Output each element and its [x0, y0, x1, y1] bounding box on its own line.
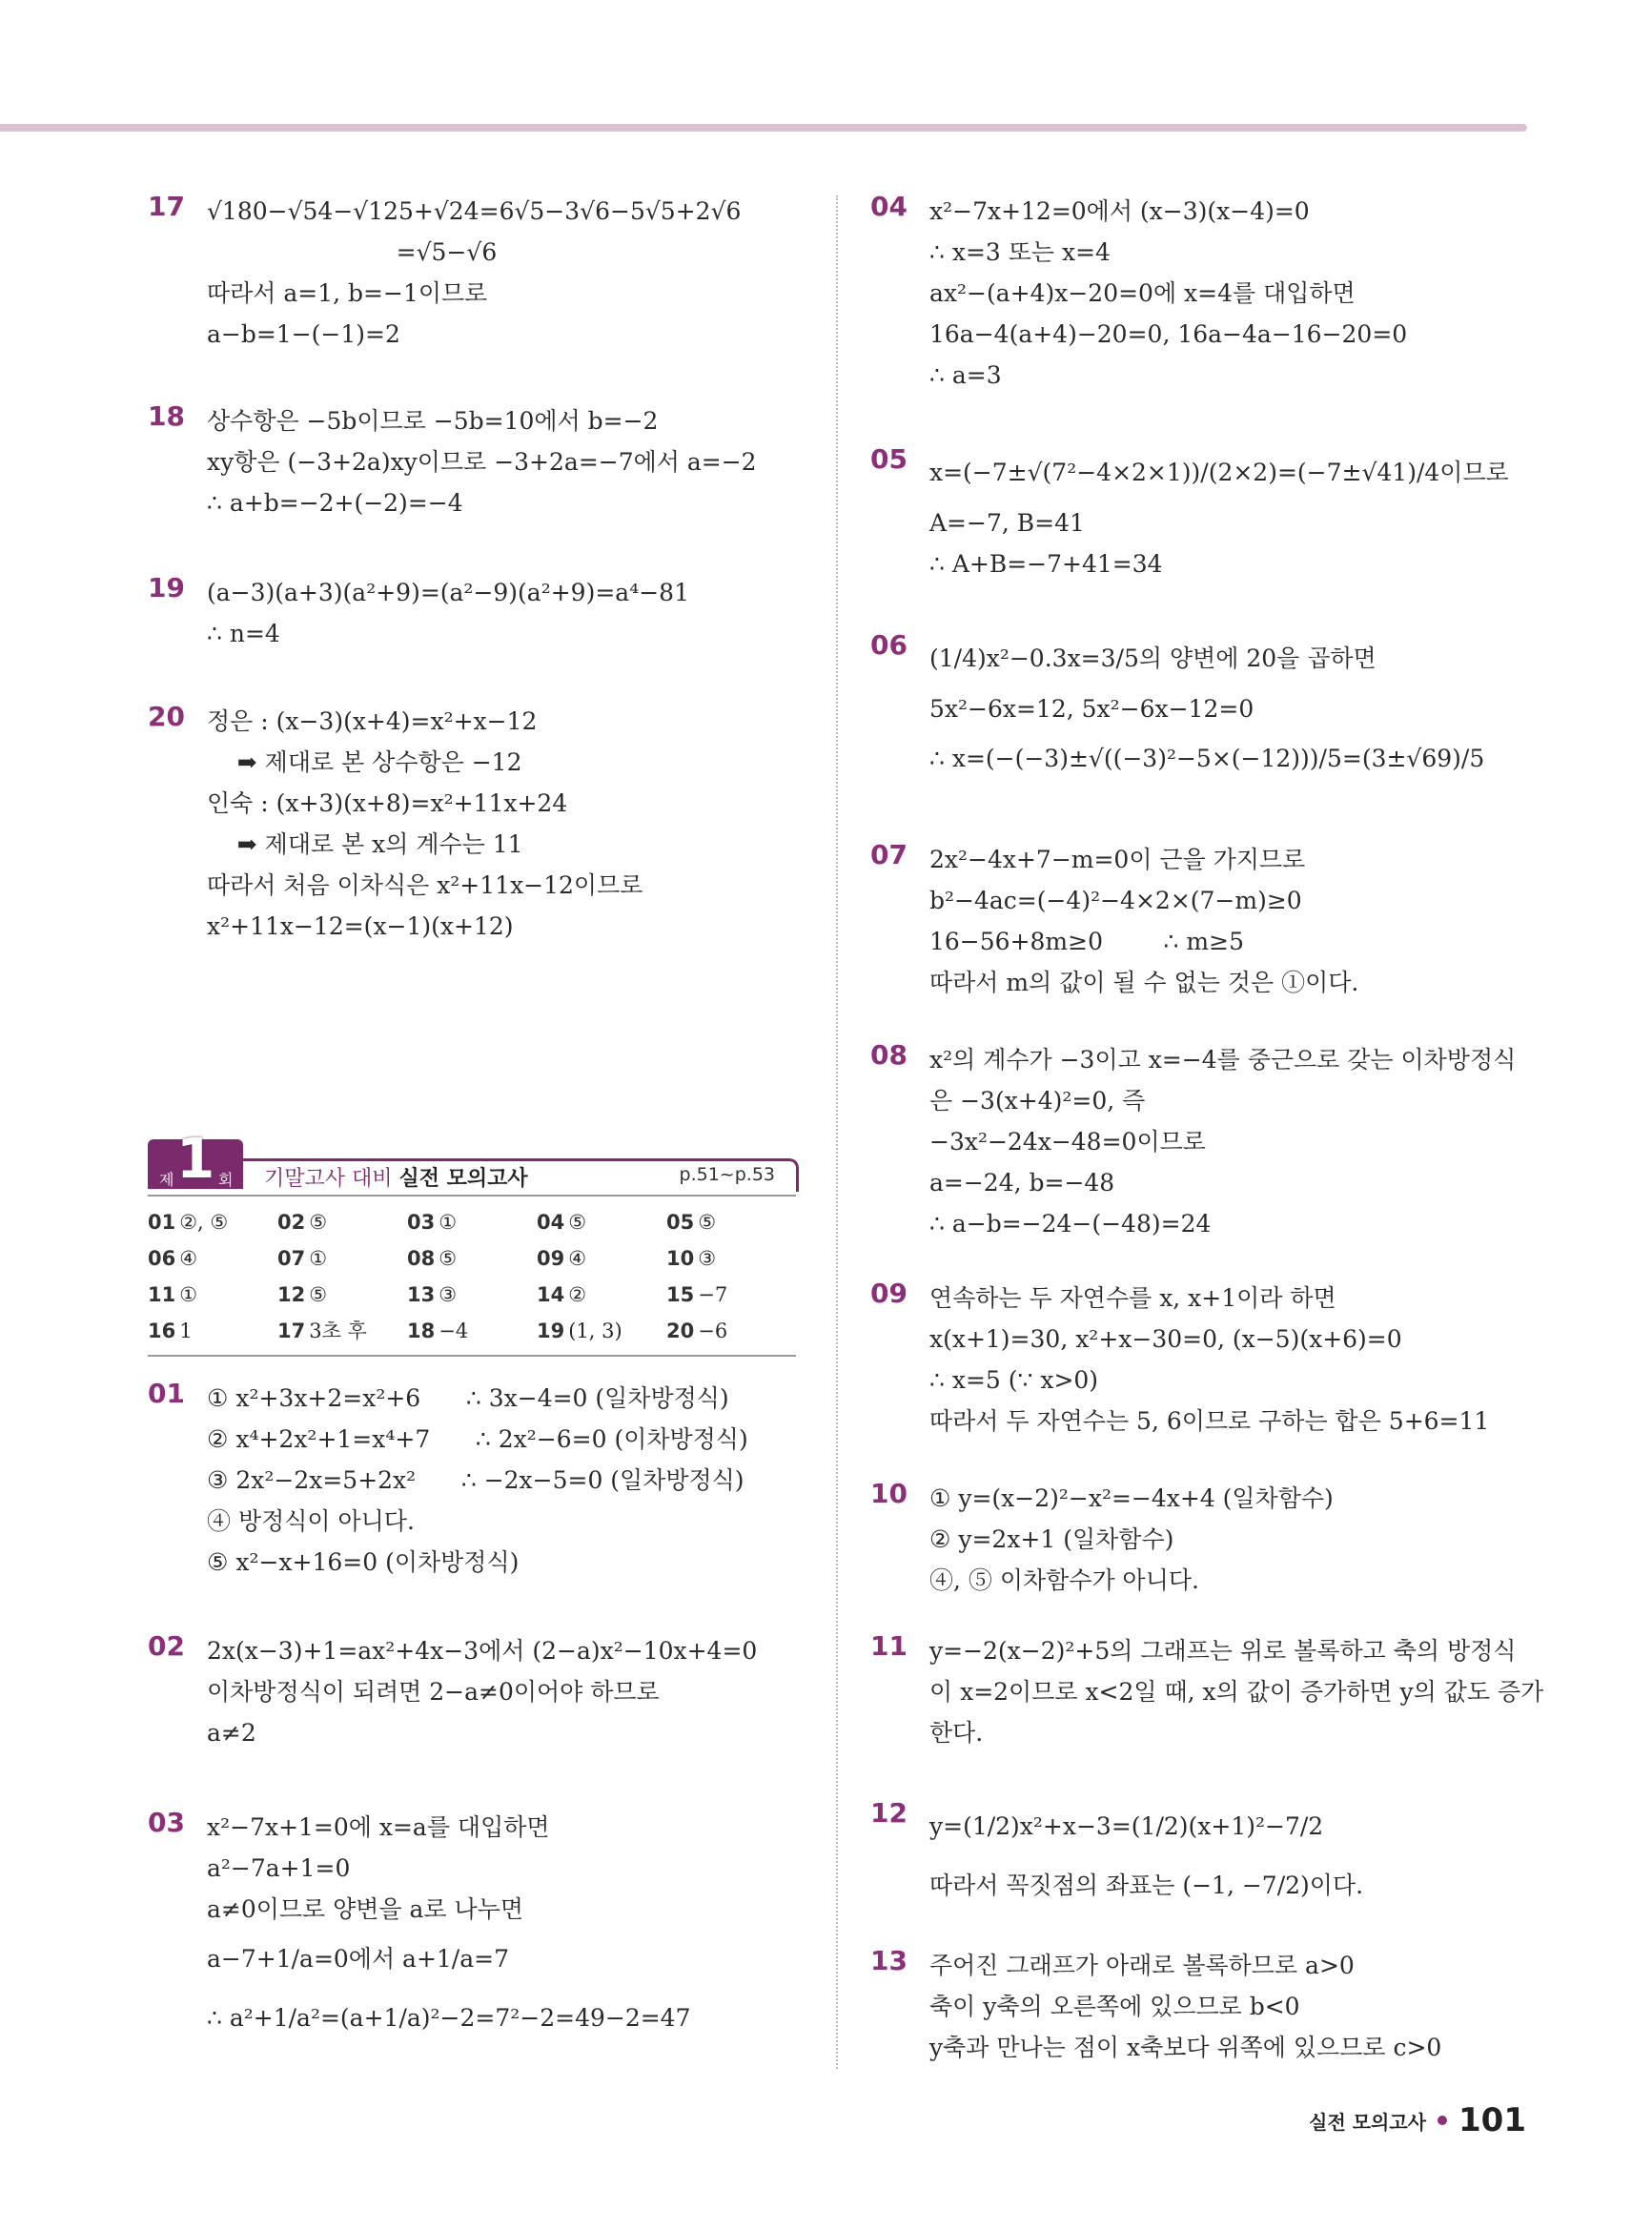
- answer-value: 1: [179, 1320, 193, 1342]
- solution-line: ① x²+3x+2=x²+6 ∴ 3x−4=0 (일차방정식): [207, 1384, 729, 1412]
- answer-number: 14: [537, 1283, 565, 1306]
- problem-number: 01: [148, 1378, 185, 1409]
- answer-cell: [277, 1313, 407, 1349]
- solution-lines: [207, 572, 796, 654]
- round-badge: [148, 1126, 243, 1191]
- answer-number: 06: [148, 1247, 176, 1270]
- solution-lines: [207, 1630, 796, 1753]
- solution-line: ② y=2x+1 (일차함수): [929, 1525, 1174, 1553]
- solution-line: a≠0이므로 양변을 a로 나누면: [207, 1895, 524, 1923]
- solution-lines: [929, 191, 1528, 396]
- footer-label: 실전 모의고사: [1309, 2110, 1427, 2134]
- solution-line: (1/4)x²−0.3x=3/5의 양변에 20을 곱하면: [929, 644, 1377, 672]
- title-prefix: 기말고사 대비: [264, 1167, 393, 1191]
- answer-value: ④: [179, 1247, 198, 1270]
- solution-line: −3x²−24x−48=0이므로: [929, 1128, 1206, 1156]
- solution-line: ∴ a²+1/a²=(a+1/a)²−2=7²−2=49−2=47: [207, 2004, 691, 2032]
- answer-number: 09: [537, 1247, 565, 1270]
- problem-number: 07: [870, 839, 908, 870]
- problem-number: 12: [870, 1797, 908, 1829]
- top-rule: [0, 124, 1527, 132]
- solution-lines: [207, 1378, 796, 1583]
- solution-line: x(x+1)=30, x²+x−30=0, (x−5)(x+6)=0: [929, 1325, 1402, 1353]
- answer-cell: [277, 1204, 407, 1240]
- solution-line: x=(−7±√(7²−4×2×1))/(2×2)=(−7±√41)/4이므로: [929, 459, 1509, 486]
- answer-cell: [277, 1240, 407, 1277]
- solution-lines: [207, 191, 796, 355]
- problem-number: 08: [870, 1039, 908, 1071]
- answer-key: [148, 1126, 796, 1359]
- problem-number: 03: [148, 1807, 185, 1838]
- solution-lines: [929, 1278, 1528, 1442]
- answer-cell: [666, 1277, 796, 1313]
- problem-number: 17: [148, 191, 185, 222]
- answer-value: ①: [438, 1211, 458, 1234]
- solution-line: √180−√54−√125+√24=6√5−3√6−5√5+2√6: [207, 197, 742, 225]
- problem-number: 10: [870, 1478, 908, 1509]
- solution-line: 5x²−6x=12, 5x²−6x−12=0: [929, 695, 1254, 723]
- answer-cell: [666, 1240, 796, 1277]
- solution-line: a²−7a+1=0: [207, 1854, 351, 1882]
- problem-number: 02: [148, 1630, 185, 1662]
- solution-lines: [929, 1797, 1528, 1915]
- solution-line: 한다.: [929, 1719, 984, 1747]
- solution-line: x²의 계수가 −3이고 x=−4를 중근으로 갖는 이차방정식: [929, 1046, 1517, 1074]
- answer-number: 03: [407, 1211, 436, 1234]
- solution-line: 2x(x−3)+1=ax²+4x−3에서 (2−a)x²−10x+4=0: [207, 1637, 758, 1665]
- answer-number: 20: [666, 1320, 695, 1342]
- answer-value: ⑤: [309, 1211, 328, 1234]
- solution-line: ∴ n=4: [207, 620, 280, 647]
- solution-line: a−b=1−(−1)=2: [207, 320, 400, 348]
- solution-line: y=−2(x−2)²+5의 그래프는 위로 볼록하고 축의 방정식: [929, 1637, 1517, 1665]
- solution-line: 은 −3(x+4)²=0, 즉: [929, 1087, 1146, 1115]
- answer-number: 15: [666, 1283, 695, 1306]
- answer-cell: [407, 1313, 537, 1349]
- solution-line: (a−3)(a+3)(a²+9)=(a²−9)(a²+9)=a⁴−81: [207, 579, 689, 606]
- answer-row: [148, 1240, 796, 1277]
- solution-line: ∴ x=3 또는 x=4: [929, 238, 1111, 266]
- solution-line: b²−4ac=(−4)²−4×2×(7−m)≥0: [929, 887, 1302, 914]
- answer-value: −7: [698, 1283, 728, 1306]
- answer-cell: [277, 1277, 407, 1313]
- solution-lines: [929, 1478, 1528, 1601]
- answer-number: 01: [148, 1211, 176, 1234]
- solution-line: 따라서 m의 값이 될 수 없는 것은 ①이다.: [929, 969, 1359, 996]
- answer-key-header: [148, 1126, 796, 1191]
- page-range: p.51~p.53: [679, 1164, 775, 1185]
- solution-line: 16−56+8m≥0 ∴ m≥5: [929, 928, 1244, 955]
- solution-lines: [207, 400, 796, 523]
- answer-number: 05: [666, 1211, 695, 1234]
- solution-line: ax²−(a+4)x−20=0에 x=4를 대입하면: [929, 279, 1356, 307]
- answer-number: 10: [666, 1247, 695, 1270]
- solution-line: ∴ a−b=−24−(−48)=24: [929, 1210, 1212, 1238]
- solution-lines: [207, 1807, 796, 2048]
- solution-line: ∴ a+b=−2+(−2)=−4: [207, 489, 463, 517]
- answer-cell: [537, 1313, 666, 1349]
- answer-row: [148, 1313, 796, 1349]
- solution-line: 따라서 꼭짓점의 좌표는 (−1, −7/2)이다.: [929, 1872, 1364, 1899]
- solution-lines: [929, 1039, 1528, 1244]
- answer-cell: [407, 1277, 537, 1313]
- solution-line: ∴ a=3: [929, 361, 1002, 389]
- answer-cell: [148, 1277, 277, 1313]
- answer-cell: [666, 1313, 796, 1349]
- problem-number: 04: [870, 191, 908, 222]
- answer-number: 16: [148, 1320, 176, 1342]
- round-label-hoe: 회: [218, 1171, 234, 1189]
- solution-line: a=−24, b=−48: [929, 1169, 1115, 1197]
- answer-cell: [148, 1313, 277, 1349]
- problem-number: 19: [148, 572, 185, 604]
- solution-lines: [929, 443, 1528, 584]
- answer-number: 07: [277, 1247, 306, 1270]
- answer-value: ①: [309, 1247, 328, 1270]
- answer-value: ③: [698, 1247, 717, 1270]
- column-divider: [836, 195, 838, 2069]
- solution-line: 16a−4(a+4)−20=0, 16a−4a−16−20=0: [929, 320, 1408, 348]
- solution-line: xy항은 (−3+2a)xy이므로 −3+2a=−7에서 a=−2: [207, 448, 757, 476]
- answer-number: 04: [537, 1211, 565, 1234]
- round-number: 1: [176, 1126, 215, 1191]
- solution-lines: [929, 1630, 1544, 1753]
- answer-cell: [407, 1240, 537, 1277]
- answer-number: 11: [148, 1283, 176, 1306]
- solution-line: 따라서 a=1, b=−1이므로: [207, 279, 488, 307]
- solution-line: 상수항은 −5b이므로 −5b=10에서 b=−2: [207, 407, 659, 435]
- solution-line: x²−7x+1=0에 x=a를 대입하면: [207, 1813, 550, 1841]
- answer-key-title: [264, 1162, 528, 1192]
- round-label-je: 제: [159, 1171, 174, 1189]
- answer-number: 13: [407, 1283, 436, 1306]
- solution-lines: [929, 839, 1528, 1003]
- solution-line: 인숙 : (x+3)(x+8)=x²+11x+24: [207, 789, 568, 817]
- solution-lines: [929, 1945, 1528, 2068]
- solution-line: ② x⁴+2x²+1=x⁴+7 ∴ 2x²−6=0 (이차방정식): [207, 1425, 748, 1453]
- solution-line: =√5−√6: [207, 238, 498, 266]
- solution-line: 연속하는 두 자연수를 x, x+1이라 하면: [929, 1284, 1336, 1312]
- answer-value: −4: [438, 1320, 469, 1342]
- answer-cell: [148, 1240, 277, 1277]
- answer-value: ②: [568, 1283, 587, 1306]
- solution-lines: [929, 629, 1528, 788]
- solution-line: ∴ x=(−(−3)±√((−3)²−5×(−12)))/5=(3±√69)/5: [929, 745, 1485, 772]
- answer-row: [148, 1277, 796, 1313]
- answer-number: 17: [277, 1320, 306, 1342]
- answer-grid: [148, 1195, 796, 1357]
- problem-number: 13: [870, 1945, 908, 1976]
- solution-line: y축과 만나는 점이 x축보다 위쪽에 있으므로 c>0: [929, 2034, 1442, 2061]
- answer-number: 12: [277, 1283, 306, 1306]
- problem-number: 20: [148, 701, 185, 732]
- answer-cell: [537, 1204, 666, 1240]
- solution-lines: [207, 701, 796, 947]
- solution-line: x²+11x−12=(x−1)(x+12): [207, 912, 514, 940]
- solution-line: 따라서 두 자연수는 5, 6이므로 구하는 합은 5+6=11: [929, 1407, 1490, 1435]
- answer-value: ⑤: [438, 1247, 458, 1270]
- solution-line: ③ 2x²−2x=5+2x² ∴ −2x−5=0 (일차방정식): [207, 1466, 744, 1494]
- solution-line: y=(1/2)x²+x−3=(1/2)(x+1)²−7/2: [929, 1812, 1324, 1840]
- solution-line: ∴ x=5 (∵ x>0): [929, 1366, 1099, 1394]
- answer-cell: [148, 1204, 277, 1240]
- solution-line: 주어진 그래프가 아래로 볼록하므로 a>0: [929, 1952, 1355, 1979]
- solution-line: ⑤ x²−x+16=0 (이차방정식): [207, 1548, 520, 1576]
- page-footer: [1309, 2101, 1526, 2139]
- title-main: 실전 모의고사: [398, 1167, 528, 1191]
- answer-cell: [537, 1240, 666, 1277]
- solution-line: ➡ 제대로 본 x의 계수는 11: [207, 830, 523, 858]
- answer-number: 18: [407, 1320, 436, 1342]
- answer-cell: [537, 1277, 666, 1313]
- answer-value: ④: [568, 1247, 587, 1270]
- solution-line: 2x²−4x+7−m=0이 근을 가지므로: [929, 846, 1306, 873]
- solution-line: ➡ 제대로 본 상수항은 −12: [207, 748, 522, 776]
- answer-value: ⑤: [568, 1211, 587, 1234]
- solution-line: A=−7, B=41: [929, 509, 1085, 537]
- solution-line: x²−7x+12=0에서 (x−3)(x−4)=0: [929, 197, 1310, 225]
- problem-number: 09: [870, 1278, 908, 1309]
- solution-line: a≠2: [207, 1719, 256, 1747]
- answer-value: ⑤: [698, 1211, 717, 1234]
- problem-number: 05: [870, 443, 908, 475]
- answer-number: 02: [277, 1211, 306, 1234]
- solution-line: a−7+1/a=0에서 a+1/a=7: [207, 1945, 509, 1973]
- solution-line: 이 x=2이므로 x<2일 때, x의 값이 증가하면 y의 값도 증가: [929, 1678, 1544, 1706]
- answer-value: ②, ⑤: [179, 1211, 229, 1234]
- answer-value: ③: [438, 1283, 458, 1306]
- problem-number: 06: [870, 629, 908, 661]
- solution-line: ① y=(x−2)²−x²=−4x+4 (일차함수): [929, 1484, 1334, 1512]
- solution-line: 축이 y축의 오른쪽에 있으므로 b<0: [929, 1993, 1300, 2020]
- solution-line: 이차방정식이 되려면 2−a≠0이어야 하므로: [207, 1678, 660, 1706]
- problem-number: 11: [870, 1630, 908, 1662]
- solution-line: ∴ A+B=−7+41=34: [929, 550, 1163, 578]
- problem-number: 18: [148, 400, 185, 432]
- page-number: 101: [1458, 2101, 1526, 2139]
- answer-row: [148, 1204, 796, 1240]
- answer-cell: [407, 1204, 537, 1240]
- solution-line: ④ 방정식이 아니다.: [207, 1507, 415, 1535]
- solution-line: 따라서 처음 이차식은 x²+11x−12이므로: [207, 871, 643, 899]
- solution-line: 정은 : (x−3)(x+4)=x²+x−12: [207, 707, 538, 735]
- answer-value: 3초 후: [309, 1320, 367, 1342]
- solution-line: ④, ⑤ 이차함수가 아니다.: [929, 1566, 1199, 1594]
- answer-value: −6: [698, 1320, 728, 1342]
- answer-number: 19: [537, 1320, 565, 1342]
- footer-dot-icon: [1438, 2116, 1447, 2125]
- answer-value: (1, 3): [568, 1320, 622, 1342]
- answer-cell: [666, 1204, 796, 1240]
- answer-number: 08: [407, 1247, 436, 1270]
- answer-value: ⑤: [309, 1283, 328, 1306]
- answer-value: ①: [179, 1283, 198, 1306]
